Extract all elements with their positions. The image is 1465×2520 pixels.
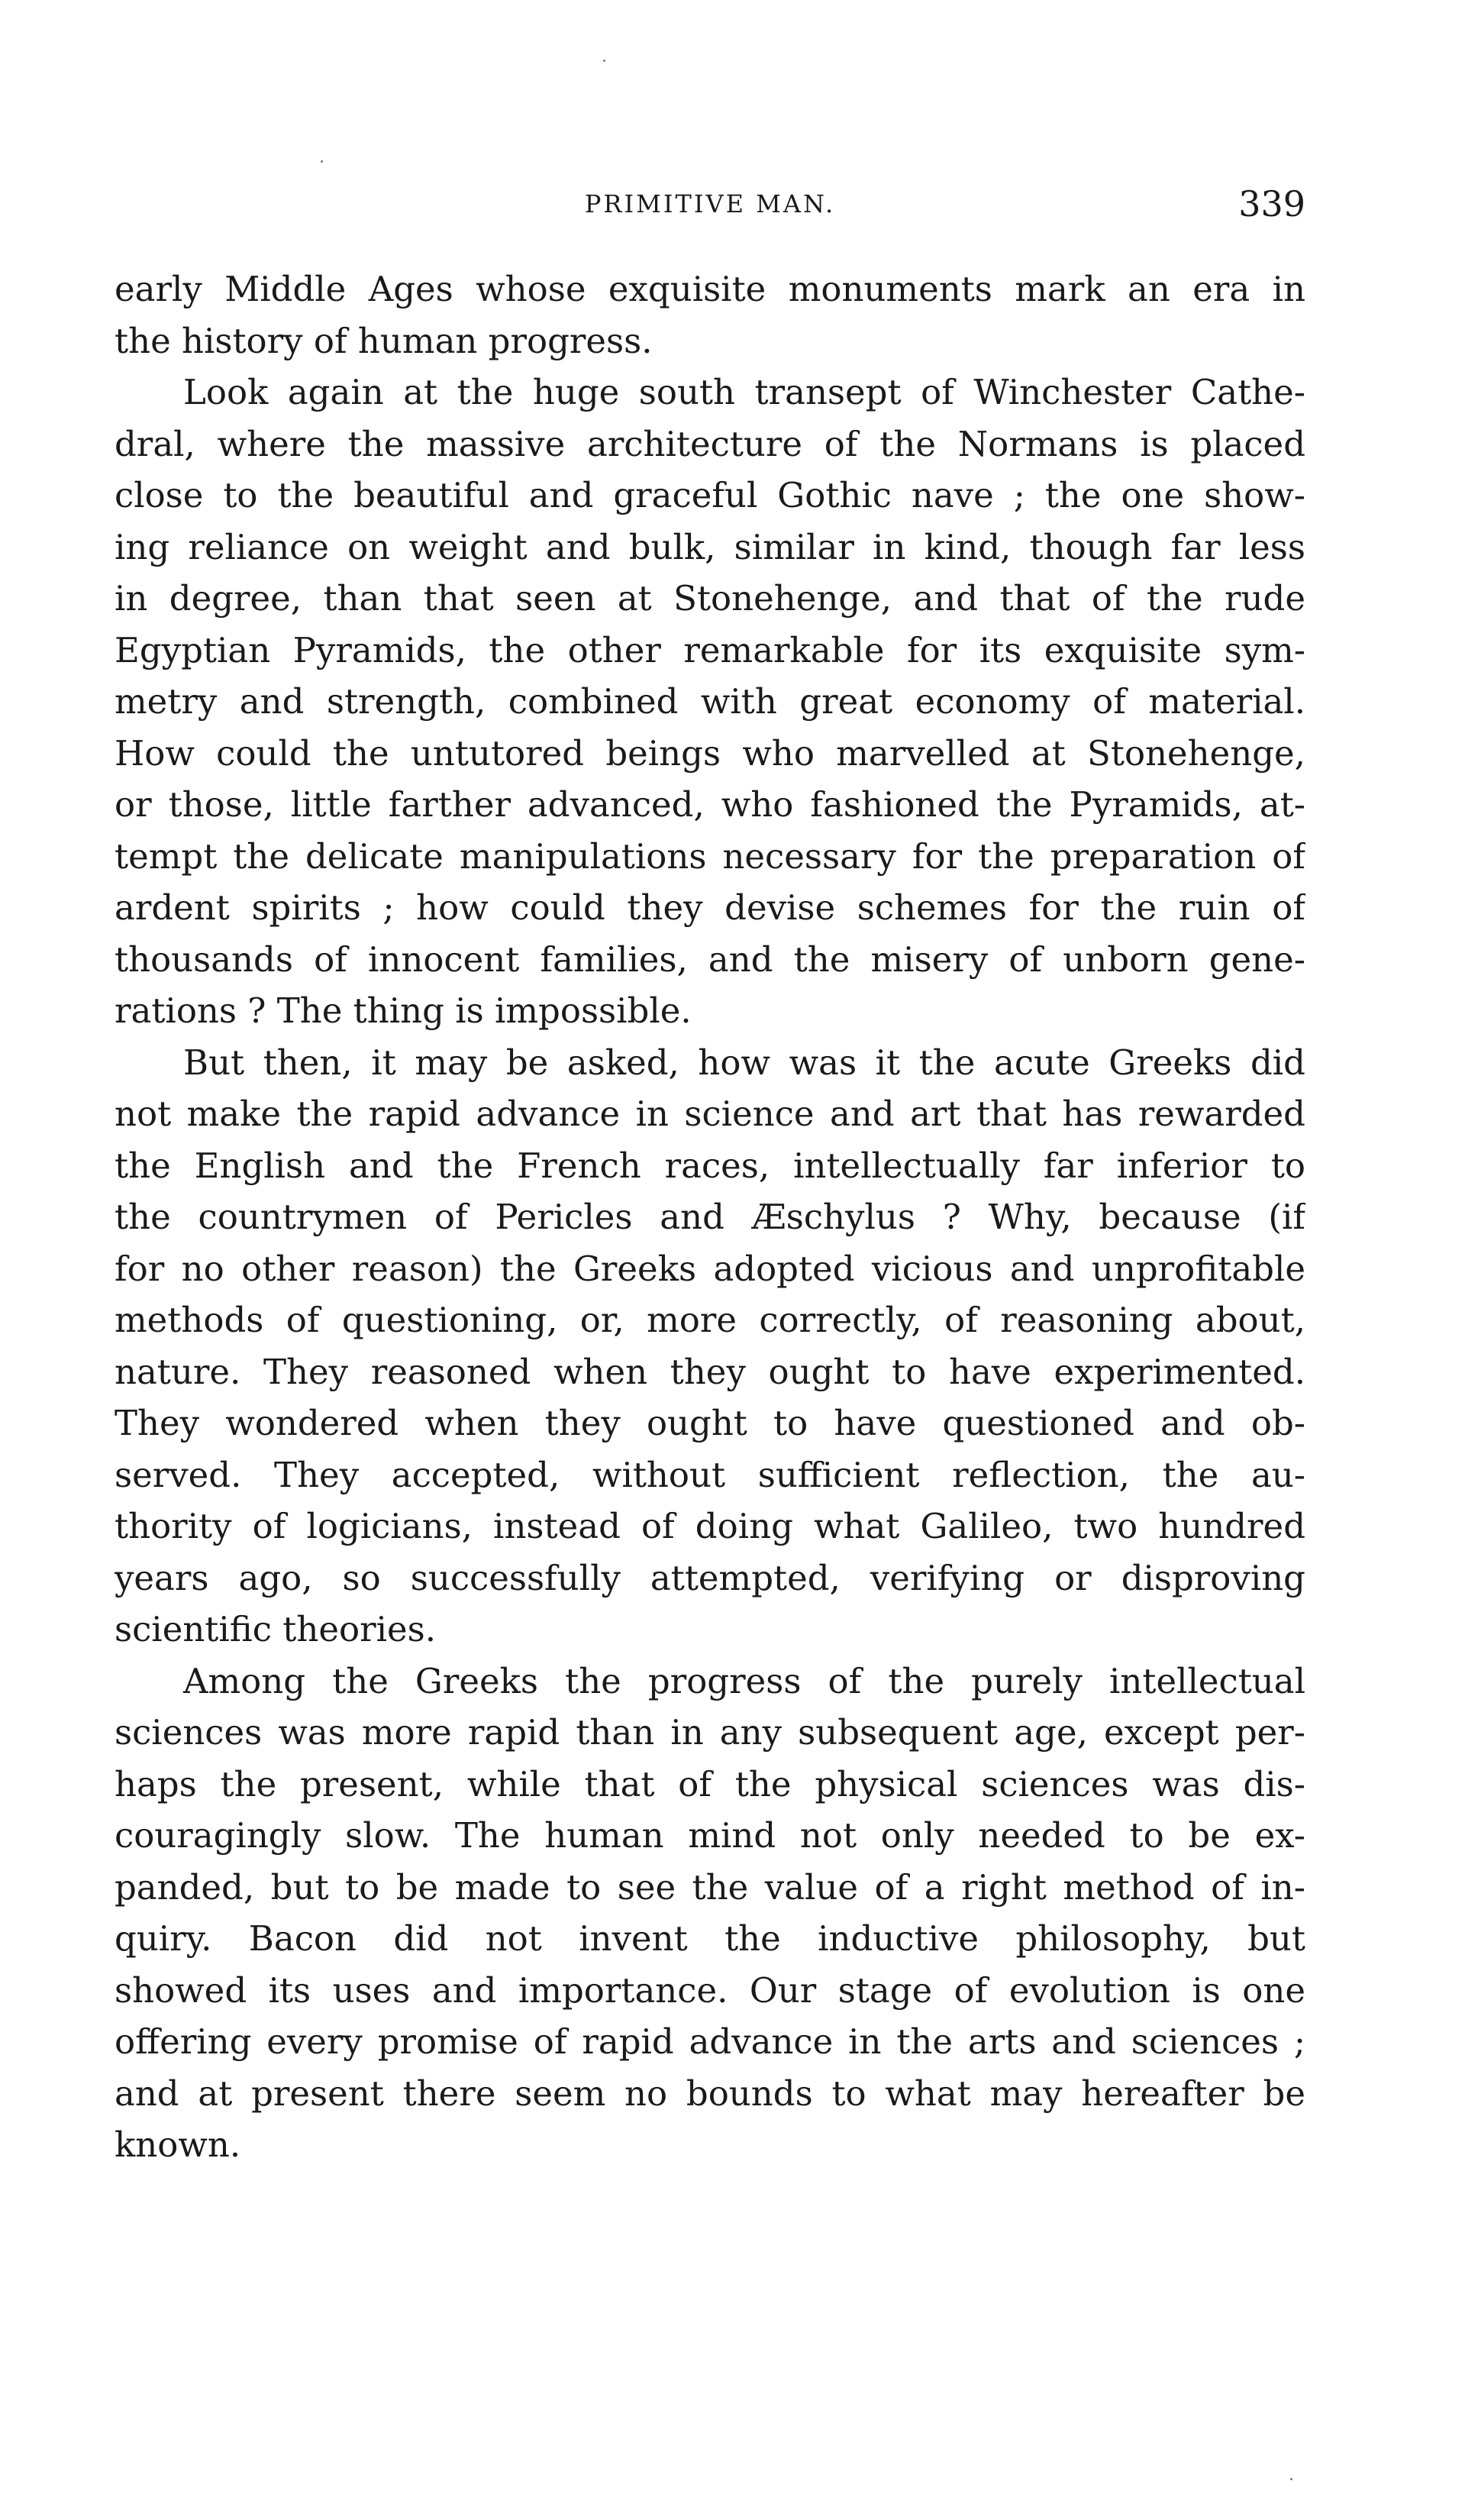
paragraph: [115, 367, 1305, 1037]
text-line: for no other reason) the Greeks adopted vicious and unprofitable: [115, 1248, 1305, 1289]
text-line: close to the beautiful and graceful Gothic nave ; the one show-: [115, 475, 1305, 515]
text-line: the history of human progress.: [115, 320, 653, 361]
text-line: thority of logicians, instead of doing what Galileo, two hundred: [115, 1506, 1305, 1546]
text-line: How could the untutored beings who marvelled at Stonehenge,: [115, 732, 1305, 774]
text-line: Look again at the huge south transept of Winchester Cathe-: [183, 372, 1305, 412]
paragraph: [115, 1656, 1305, 2171]
text-line: not make the rapid advance in science and art that has rewarded: [115, 1094, 1305, 1134]
paper-speck: [1290, 2478, 1292, 2480]
text-line: methods of questioning, or, more correctly, of reasoning about,: [115, 1300, 1305, 1340]
text-line: couragingly slow. The human mind not only needed to be ex-: [115, 1815, 1305, 1856]
text-line: haps the present, while that of the physical sciences was dis-: [115, 1763, 1305, 1804]
text-line: offering every promise of rapid advance in the arts and sciences ;: [115, 2021, 1305, 2062]
text-line: scientific theories.: [115, 1609, 437, 1649]
text-line: years ago, so successfully attempted, verifying or disproving: [115, 1557, 1305, 1598]
page-number: 339: [1238, 183, 1305, 225]
text-line: But then, it may be asked, how was it the acute Greeks did: [183, 1042, 1305, 1083]
paragraph: [115, 263, 1305, 367]
text-line: and at present there seem no bounds to what may hereafter be: [115, 2073, 1305, 2114]
text-line: They wondered when they ought to have questioned and ob-: [115, 1403, 1305, 1443]
text-line: showed its uses and importance. Our stage of evolution is one: [115, 1969, 1305, 2011]
text-line: known.: [115, 2124, 241, 2165]
text-line: or those, little farther advanced, who fashioned the Pyramids, at-: [115, 784, 1305, 825]
text-line: sciences was more rapid than in any subsequent age, except per-: [115, 1712, 1305, 1753]
text-line: tempt the delicate manipulations necessary for the preparation of: [115, 835, 1305, 877]
running-head: [115, 183, 1305, 237]
text-line: served. They accepted, without sufficient reflection, the au-: [115, 1454, 1305, 1495]
body-text: [115, 263, 1305, 2171]
text-line: in degree, than that seen at Stonehenge, and that of the rude: [115, 578, 1305, 619]
text-line: dral, where the massive architecture of the Normans is placed: [115, 423, 1305, 464]
running-title: PRIMITIVE MAN.: [584, 189, 836, 218]
text-line: the countrymen of Pericles and Æschylus ? Why, because (if: [115, 1197, 1305, 1237]
text-line: ing reliance on weight and bulk, similar in kind, though far less: [115, 526, 1305, 567]
text-line: Egyptian Pyramids, the other remarkable for its exquisite sym-: [115, 629, 1305, 670]
text-line: thousands of innocent families, and the misery of unborn gene-: [115, 939, 1305, 980]
text-line: metry and strength, combined with great economy of material.: [115, 681, 1305, 722]
paper-speck: [603, 60, 605, 62]
text-line: Among the Greeks the progress of the purely intellectual: [183, 1660, 1305, 1701]
text-line: the English and the French races, intellectually far inferior to: [115, 1145, 1305, 1186]
paragraph: [115, 1037, 1305, 1656]
text-line: rations ? The thing is impossible.: [115, 990, 692, 1031]
text-line: quiry. Bacon did not invent the inductive philosophy, but: [115, 1918, 1305, 1959]
text-line: early Middle Ages whose exquisite monuments mark an era in: [115, 269, 1305, 309]
text-line: ardent spirits ; how could they devise schemes for the ruin of: [115, 887, 1305, 928]
text-line: nature. They reasoned when they ought to have experimented.: [115, 1351, 1305, 1392]
paper-speck: [321, 160, 323, 163]
text-line: panded, but to be made to see the value of a right method of in-: [115, 1866, 1305, 1908]
